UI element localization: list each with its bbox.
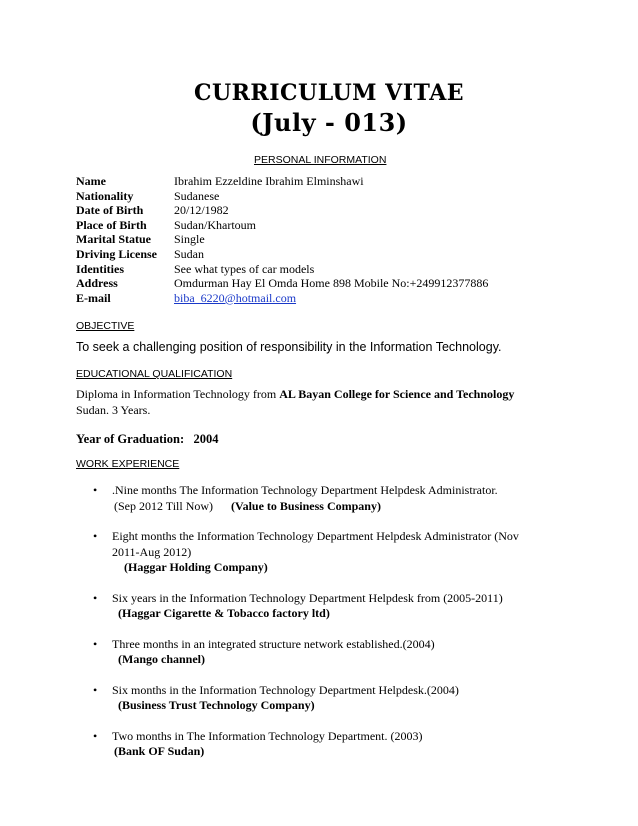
info-value: Omdurman Hay El Omda Home 898 Mobile No:+249912377886 [174,276,489,291]
work-org: (Haggar Cigarette & Tobacco factory ltd) [118,606,330,620]
info-value: Sudanese [174,188,220,203]
work-heading: WORK EXPERIENCE [76,458,180,470]
college-name: AL Bayan College for Science and Technology [279,387,515,401]
info-row-address [76,276,488,291]
list-item [90,683,546,714]
list-item [90,591,546,622]
personal-info-table [76,174,488,305]
info-label: Identities [76,261,124,276]
info-row-dob [76,203,488,218]
work-desc: Eight months the Information Technology Department Helpdesk Administrator (Nov [112,529,519,543]
info-value: Ibrahim Ezzeldine Ibrahim Elminshawi [174,174,364,188]
info-row-license [76,247,488,262]
work-desc: Two months in The Information Technology Department. (2003) [112,728,423,743]
email-link[interactable]: biba_6220@hotmail.com [174,290,297,305]
list-item [90,529,546,576]
info-label: Name [76,174,106,188]
work-period: 2011-Aug 2012) [112,544,192,559]
info-value: See what types of car models [174,261,315,276]
info-row-nationality [76,189,488,204]
cv-date: (July - 013) [250,108,408,137]
info-row-marital [76,232,488,247]
objective-heading: OBJECTIVE [76,320,135,332]
education-heading: EDUCATIONAL QUALIFICATION [76,368,233,380]
info-row-email [76,291,488,306]
bullet-icon: • [93,728,98,743]
education-line: Diploma in Information Technology from [76,387,280,401]
work-desc: Six months in the Information Technology Department Helpdesk.(2004) [112,682,459,697]
info-row-identities [76,262,488,277]
list-item [90,483,546,514]
info-value: Sudan/Khartoum [174,217,256,232]
graduation-year: 2004 [193,432,219,446]
info-label: Place of Birth [76,217,147,232]
info-label: Address [76,276,118,291]
info-row-pob [76,218,488,233]
info-label: E-mail [76,290,111,305]
education-text [76,387,546,418]
work-org: (Business Trust Technology Company) [118,698,315,712]
info-row-name [76,174,488,189]
info-value: 20/12/1982 [174,203,229,218]
work-desc: Six years in the Information Technology Department Helpdesk from (2005-2011) [112,590,503,605]
work-org: (Haggar Holding Company) [124,560,268,574]
bullet-icon: • [93,483,98,497]
bullet-icon: • [93,636,98,651]
work-period: (Sep 2012 Till Now) [114,498,214,513]
personal-info-heading: PERSONAL INFORMATION [254,154,387,166]
work-desc: Three months in an integrated structure network established.(2004) [112,636,435,651]
graduation-line: Year of Graduation: 2004 [76,432,219,446]
graduation-label: Year of Graduation [76,432,180,446]
education-line2: Sudan. 3 Years. [76,402,151,417]
list-item [90,637,546,668]
info-value: Single [174,232,205,247]
info-label: Marital Statue [76,232,151,247]
info-label: Date of Birth [76,203,144,218]
bullet-icon: • [93,590,98,605]
cv-title: CURRICULUM VITAE [193,80,465,106]
work-org: (Bank OF Sudan) [114,744,205,758]
info-label: Nationality [76,188,134,203]
bullet-icon: • [93,529,98,543]
work-org: (Mango channel) [118,652,205,666]
list-item [90,729,546,760]
bullet-icon: • [93,682,98,697]
info-label: Driving License [76,246,157,261]
objective-text: To seek a challenging position of responsibility in the Information Technology. [76,340,502,354]
info-value: Sudan [174,246,204,261]
work-desc: .Nine months The Information Technology Department Helpdesk Administrator. [112,483,498,497]
work-org: (Value to Business Company) [231,498,381,513]
work-experience-list [90,483,546,775]
